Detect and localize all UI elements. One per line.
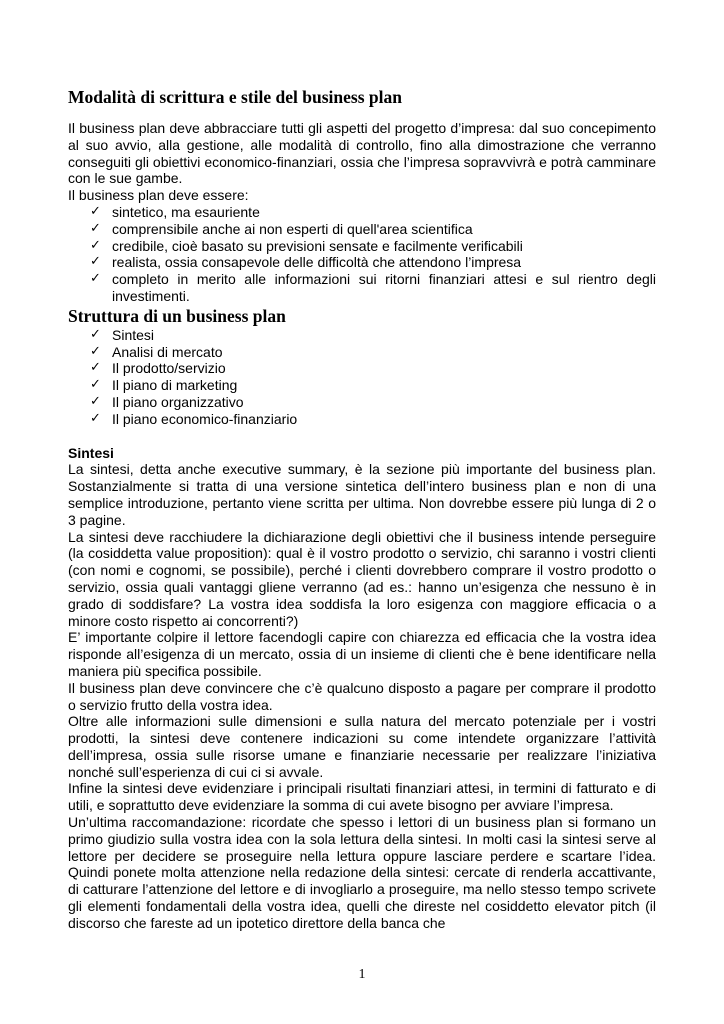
sintesi-paragraph: Il business plan deve convincere che c’è qualcuno disposto a pagare per comprare il prodotto o servizio frutto della vostra idea. — [68, 679, 656, 713]
list-item: ✓ completo in merito alle informazioni sui ritorni finanziari attesi e sul rientro degli investimenti. — [90, 271, 656, 304]
list-item: ✓ Il piano organizzativo — [90, 393, 244, 410]
check-icon: ✓ — [90, 326, 101, 342]
must-be-list — [68, 204, 656, 305]
list-item: ✓ Analisi di mercato — [90, 343, 223, 360]
sintesi-paragraph: Oltre alle informazioni sulle dimensioni e sulla natura del mercato potenziale per i vostri prodotti, la sintesi deve contenere indicazioni su come intendete organizzare l’attività dell’impresa, ossia sulle risorse umane e finanziarie necessarie per realizzare l’iniziativa nonché sull’esperienza di cui ci si avvale. — [68, 713, 656, 780]
list-item: ✓ sintetico, ma esauriente — [90, 203, 260, 220]
list-item: ✓ Sintesi — [90, 326, 155, 343]
sintesi-paragraph: Infine la sintesi deve evidenziare i principali risultati finanziari attesi, in termini di fatturato e di utili, e soprattutto deve evidenziare la somma di cui avete bisogno per avviare l’impresa. — [68, 780, 656, 814]
list-item: ✓ Il piano economico-finanziario — [90, 410, 298, 427]
check-icon: ✓ — [90, 393, 101, 409]
list-item: ✓ Il piano di marketing — [90, 377, 238, 394]
sintesi-paragraph: Un’ultima raccomandazione: ricordate che spesso i lettori di un business plan si formano un primo giudizio sulla vostra idea con la sola lettura della sintesi. In molti casi la sintesi serve al lettore per decidere se proseguire nella lettura oppure lasciare perdere e scartare l’idea. Quindi ponete molta attenzione nella redazione della sintesi: cercate di renderla accattivante, di catturare l’attenzione del lettore e di invogliarlo a proseguire, ma nello stesso tempo scrivete gli elementi fondamentali della vostra idea, quelli che direste nel cosiddetto elevator pitch (il discorso che fareste ad un ipotetico direttore della banca che — [68, 814, 656, 931]
check-icon: ✓ — [90, 271, 101, 287]
sintesi-heading: Sintesi — [68, 444, 114, 461]
list-item: ✓ credibile, cioè basato su previsioni sensate e facilmente verificabili — [90, 237, 523, 254]
check-icon: ✓ — [90, 220, 101, 236]
check-icon: ✓ — [90, 254, 101, 270]
structure-heading: Struttura di un business plan — [68, 305, 286, 326]
sintesi-paragraph: La sintesi deve racchiudere la dichiarazione degli obiettivi che il business intende perseguire (la cosiddetta value proposition): qual è il vostro prodotto o servizio, chi saranno i vostri clienti (con nomi e cognomi, se possibile), perché i clienti dovrebbero comprare il vostro prodotto o servizio, ossia quali vantaggi gliene verranno (ad es.: hanno un’esigenza che nessuno è in grado di soddisfare? La vostra idea soddisfa la loro esigenza con maggiore efficacia o a minore costo rispetto ai concorrenti?) — [68, 528, 656, 629]
sintesi-paragraph: La sintesi, detta anche executive summary, è la sezione più importante del business plan. Sostanzialmente si tratta di una versione sintetica dell’intero business plan e non di una semplice introduzione, pertanto viene scritta per ultima. Non dovrebbe essere più lunga di 2 o 3 pagine. — [68, 461, 656, 528]
check-icon: ✓ — [90, 237, 101, 253]
check-icon: ✓ — [90, 360, 101, 376]
list-item: ✓ comprensibile anche ai non esperti di quell'area scientifica — [90, 220, 473, 237]
check-icon: ✓ — [90, 377, 101, 393]
sintesi-paragraph: E’ importante colpire il lettore facendogli capire con chiarezza ed efficacia che la vostra idea risponde all’esigenza di un mercato, ossia di un insieme di clienti che è bene identificare nella maniera più specifica possibile. — [68, 629, 656, 679]
intro-paragraph: Il business plan deve abbracciare tutti gli aspetti del progetto d’impresa: dal suo concepimento al suo avvio, alla gestione, alle modalità di controllo, fino alla dimostrazione che verranno conseguiti gli obiettivi economico-finanziari, ossia che l’impresa sopravvivrà e potrà camminare con le sue gambe. — [68, 120, 656, 187]
check-icon: ✓ — [90, 203, 101, 219]
list-item: ✓ Il prodotto/servizio — [90, 360, 226, 377]
page-number: 1 — [358, 967, 366, 982]
check-icon: ✓ — [90, 343, 101, 359]
must-be-intro: Il business plan deve essere: — [68, 187, 249, 204]
check-icon: ✓ — [90, 410, 101, 426]
structure-list — [68, 327, 656, 428]
list-item: ✓ realista, ossia consapevole delle difficoltà che attendono l’impresa — [90, 254, 522, 271]
document-title: Modalità di scrittura e stile del business plan — [68, 87, 402, 107]
document-page — [68, 86, 656, 932]
